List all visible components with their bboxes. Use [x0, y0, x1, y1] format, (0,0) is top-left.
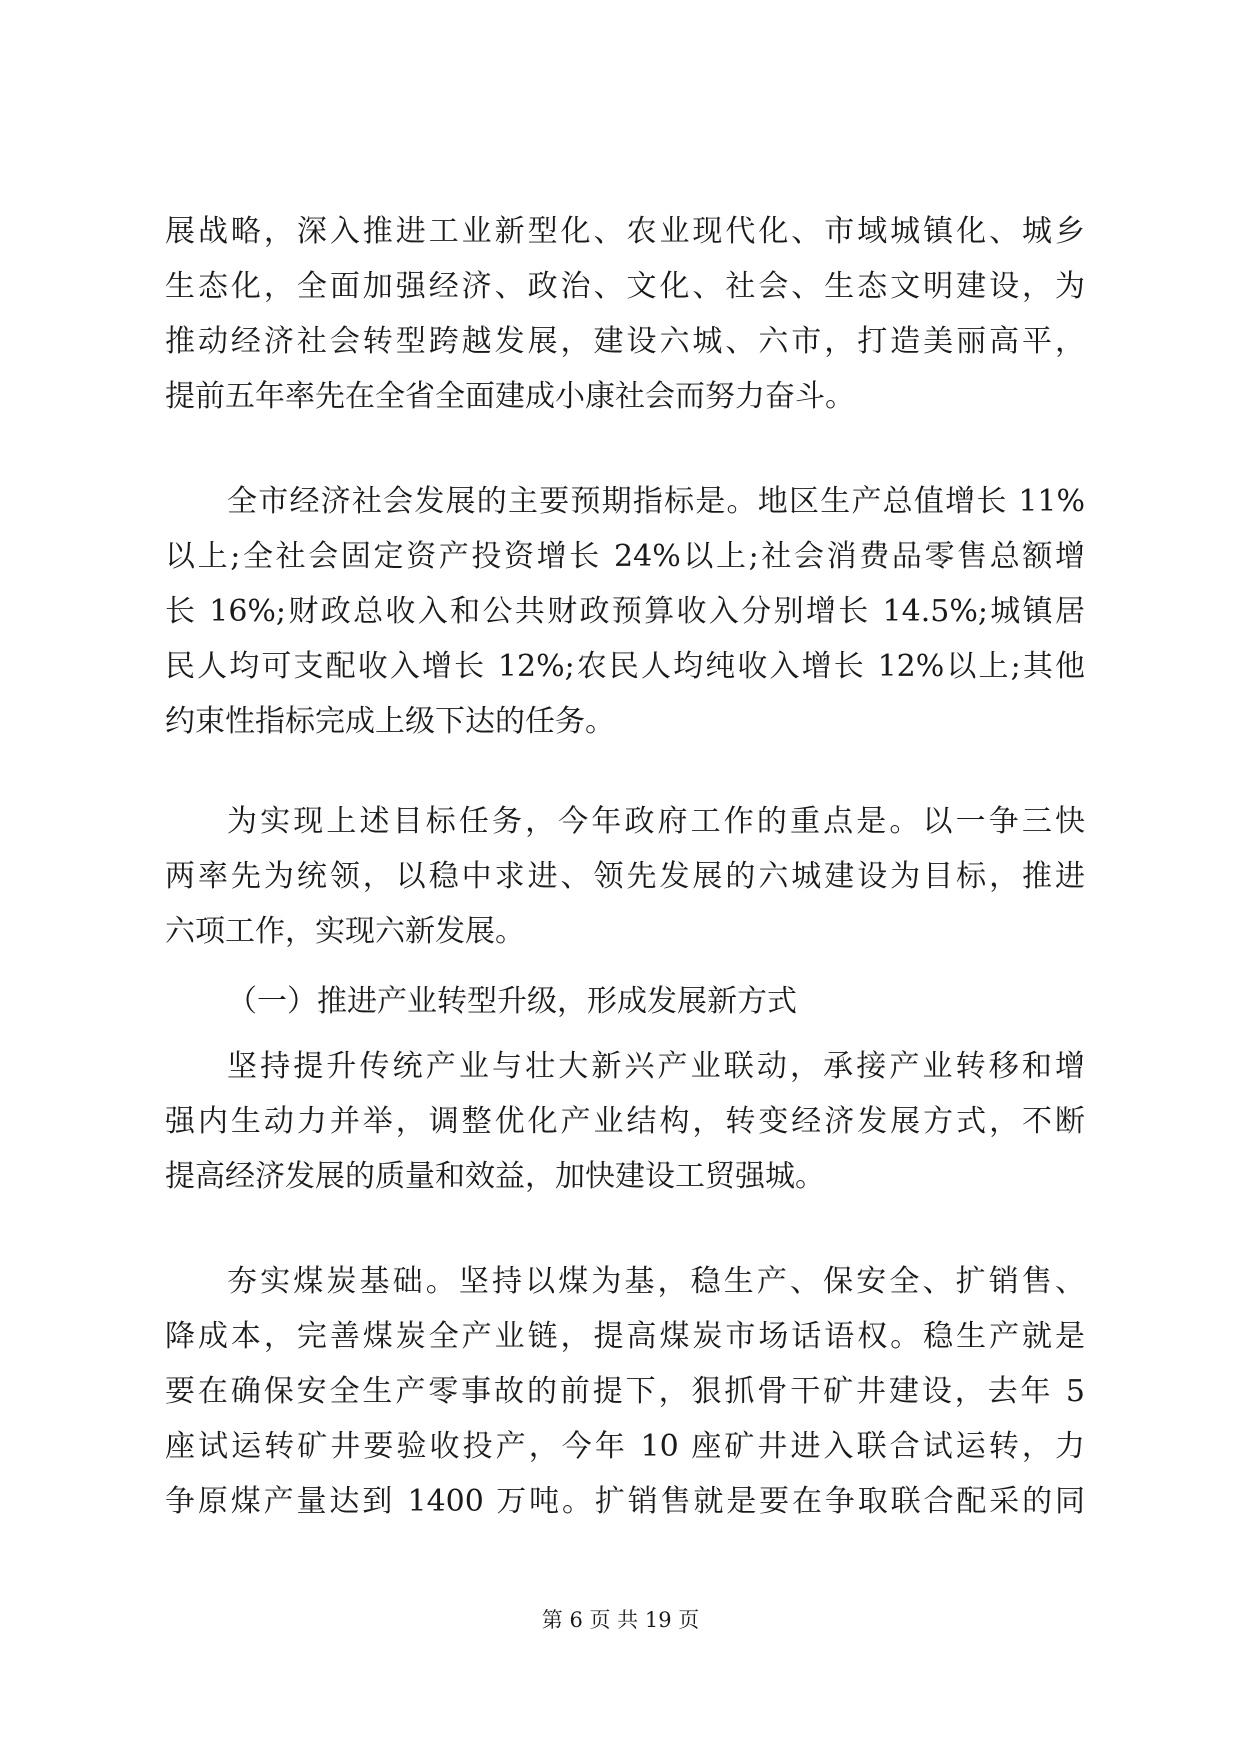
text-line: 强内生动力并举，调整优化产业结构，转变经济发展方式，不断 [165, 1104, 1085, 1139]
text-line: 争原煤产量达到 1400 万吨。扩销售就是要在争取联合配采的同 [165, 1484, 1085, 1519]
text-line: 六项工作，实现六新发展。 [165, 914, 525, 949]
text-line: 展战略，深入推进工业新型化、农业现代化、市域城镇化、城乡 [165, 214, 1085, 249]
text-line: 座试运转矿井要验收投产，今年 10 座矿井进入联合试运转，力 [165, 1429, 1085, 1464]
text-line: 生态化，全面加强经济、政治、文化、社会、生态文明建设，为 [165, 269, 1085, 304]
text-line: 推动经济社会转型跨越发展，建设六城、六市，打造美丽高平， [165, 324, 1085, 359]
paragraph-first-line: 坚持提升传统产业与壮大新兴产业联动，承接产业转移和增 [227, 1049, 1085, 1084]
paragraph-first-line: 全市经济社会发展的主要预期指标是。地区生产总值增长 11% [227, 484, 1085, 519]
text-line: 长 16%;财政总收入和公共财政预算收入分别增长 14.5%;城镇居 [165, 594, 1085, 629]
paragraph-first-line: 为实现上述目标任务，今年政府工作的重点是。以一争三快 [227, 804, 1085, 839]
text-line: 降成本，完善煤炭全产业链，提高煤炭市场话语权。稳生产就是 [165, 1319, 1085, 1354]
text-line: 提高经济发展的质量和效益，加快建设工贸强城。 [165, 1159, 825, 1194]
paragraph-first-line: 夯实煤炭基础。坚持以煤为基，稳生产、保安全、扩销售、 [227, 1264, 1085, 1299]
text-line: 民人均可支配收入增长 12%;农民人均纯收入增长 12%以上;其他 [165, 649, 1085, 684]
section-heading: （一）推进产业转型升级，形成发展新方式 [227, 984, 797, 1019]
text-line: 提前五年率先在全省全面建成小康社会而努力奋斗。 [165, 379, 855, 414]
text-line: 要在确保安全生产零事故的前提下，狠抓骨干矿井建设，去年 5 [165, 1374, 1085, 1409]
text-line: 两率先为统领，以稳中求进、领先发展的六城建设为目标，推进 [165, 859, 1085, 894]
page-number-footer: 第 6 页 共 19 页 [541, 1608, 700, 1632]
text-line: 以上;全社会固定资产投资增长 24%以上;社会消费品零售总额增 [165, 539, 1085, 574]
text-line: 约束性指标完成上级下达的任务。 [165, 704, 615, 739]
